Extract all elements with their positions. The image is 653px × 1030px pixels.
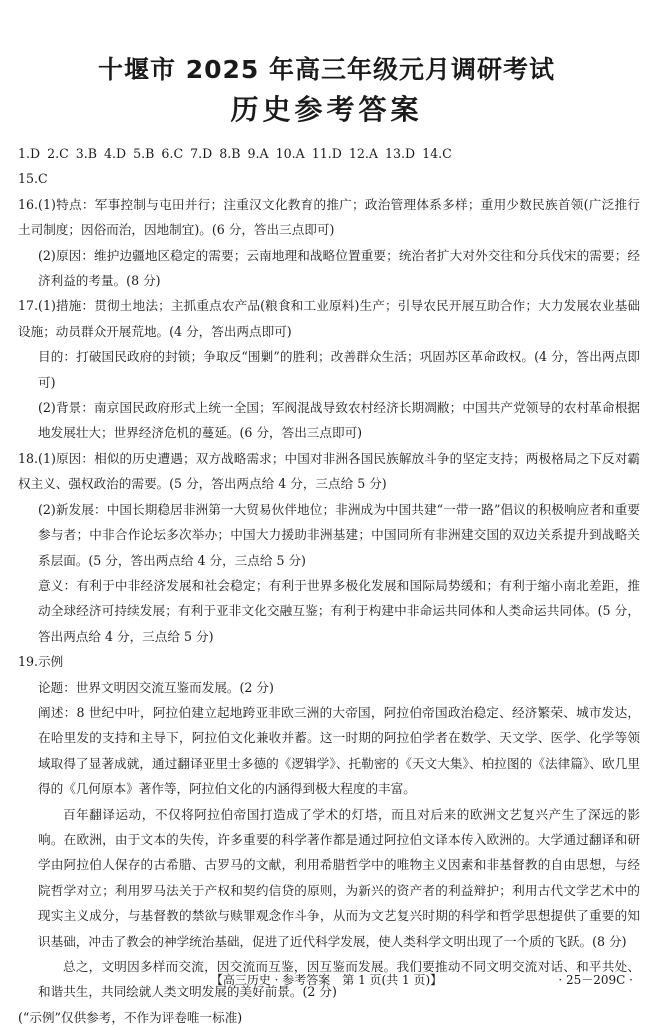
page-footer [0,971,653,991]
q17-purpose: 目的：打破国民政府的封锁；争取反“围剿”的胜利；改善群众生活；巩固苏区革命政权。(4 分，答出两点即可) [38,349,640,390]
multiple-choice-answers-line1: 1.D 2.C 3.B 4.D 5.B 6.C 7.D 8.B 9.A 10.A 11.D 12.A 13.D 14.C [18,146,452,161]
answer-key-title: 历史参考答案 [230,93,423,126]
q16-part1: 16.(1)特点：军事控制与屯田并行；注重汉文化教育的推广；政治管理体系多样；重用少数民族首领(广泛推行土司制度；因俗而治，因地制宜)。(6 分，答出三点即可) [18,196,640,238]
exam-title: 十堰市 2025 年高三年级元月调研考试 [98,55,555,84]
q17-part2: (2)背景：南京国民政府形式上统一全国；军阀混战导致农村经济长期凋敝；中国共产党领导的农村革命根据地发展壮大；世界经济危机的蔓延。(6 分，答出三点即可) [38,400,640,441]
q19-thesis: 论题：世界文明因交流互鉴而发展。(2 分) [38,679,274,695]
q17-part1: 17.(1)措施：贯彻土地法；主抓重点农产品(粮食和工业原料)生产；引导农民开展互助合作；大力发展农业基础设施；动员群众开展荒地。(4 分，答出两点即可) [18,298,640,339]
q18-part1: 18.(1)原因：相似的历史遭遇；双方战略需求；中国对非洲各国民族解放斗争的坚定支持；两极格局之下反对霸权主义、强权政治的需要。(5 分，答出两点给 4 分，三点给 5 分) [18,450,640,492]
q19-note: (“示例”仅供参考，不作为评卷唯一标准) [18,1009,243,1025]
answer-body [18,141,640,1030]
q19-heading: 19.示例 [18,654,64,670]
q19-elaboration: 阐述：8 世纪中叶，阿拉伯建立起地跨亚非欧三洲的大帝国，阿拉伯帝国政治稳定、经济繁荣、城市发达，在哈里发的支持和主导下，阿拉伯文化兼收并蓄。这一时期的阿拉伯学者在数学、天文学、医学、化学等领域取得了显著成就，通过翻译亚里士多德的《逻辑学》、托勒密的《天文大集》、柏拉图的《法律篇》、欧几里得的《几何原本》著作等，阿拉伯文化的内涵得到极大程度的丰富。 [38,704,640,797]
q19-translation-movement: 百年翻译运动，不仅将阿拉伯帝国打造成了学术的灯塔，而且对后来的欧洲文艺复兴产生了深远的影响。在欧洲，由于文本的失传，许多重要的科学著作都是通过阿拉伯文译本传入欧洲的。大学通过翻译和研学由阿拉伯人保存的古希腊、古罗马的文献，利用希腊哲学中的唯物主义因素和非基督教的自由思想，与经院哲学对立；利用罗马法关于产权和契约信贷的原则，为新兴的资产者的利益辩护；利用古代文学艺术中的现实主义成分，与基督教的禁欲与赎罪观念作斗争，从而为文艺复兴时期的科学和哲学思想提供了重要的知识基础，冲击了教会的神学统治基础，促进了近代科学发展，使人类科学文明出现了一个质的飞跃。(8 分) [38,806,640,949]
multiple-choice-answers-line2: 15.C [18,171,48,187]
q18-part2: (2)新发展：中国长期稳居非洲第一大贸易伙伴地位；非洲成为中国共建“一带一路”倡议的积极响应者和重要参与者；中非合作论坛多次举办；中国大力援助非洲基建；中国同所有非洲建交国的双边关系提升到战略关系层面。(5 分，答出两点给 4 分，三点给 5 分) [38,501,640,568]
q16-part2: (2)原因：维护边疆地区稳定的需要；云南地理和战略位置重要；统治者扩大对外交往和分兵伐宋的需要；经济利益的考量。(8 分) [38,247,640,289]
footer-doc-code: · 25－209C · [558,973,633,987]
footer-page-info: 【高三历史 · 参考答案 第 1 页(共 1 页)】 [210,973,443,987]
q19-conclusion: 总之，文明因多样而交流，因交流而互鉴，因互鉴而发展。我们要推动不同文明交流对话、和平共处、和谐共生，共同绘就人类文明发展的美好前景。(2 分) [38,959,640,1000]
q18-significance: 意义：有利于中非经济发展和社会稳定；有利于世界多极化发展和国际局势缓和；有利于缩小南北差距，推动全球经济可持续发展；有利于亚非文化交融互鉴；有利于构建中非命运共同体和人类命运共同体。(5 分，答出两点给 4 分，三点给 5 分) [38,577,640,644]
